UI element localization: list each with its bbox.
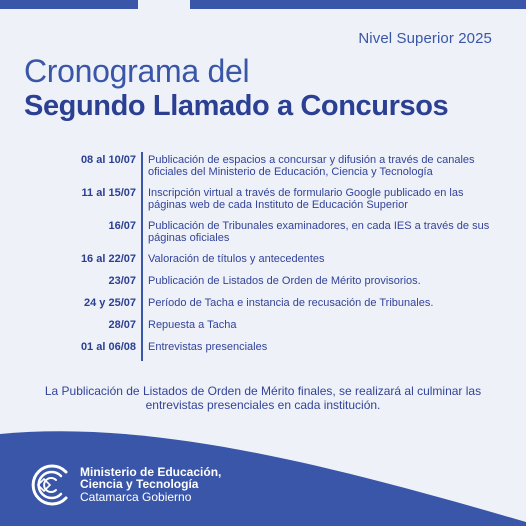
schedule-date: 28/07: [108, 319, 136, 331]
ministry-line1: Ministerio de Educación,: [80, 465, 222, 479]
schedule-date: 23/07: [108, 275, 136, 287]
schedule-description: Valoración de títulos y antecedentes: [141, 251, 496, 273]
schedule-description: Publicación de Tribunales examinadores, en cada IES a través de sus páginas oficiales: [141, 218, 496, 251]
schedule-date: 08 al 10/07: [80, 154, 136, 166]
page-title-line2: Segundo Llamado a Concursos: [24, 90, 449, 122]
schedule-list: [56, 152, 496, 361]
schedule-date: 24 y 25/07: [84, 297, 136, 309]
government-name: Catamarca Gobierno: [80, 490, 192, 504]
schedule-date: 16/07: [108, 220, 136, 232]
schedule-row: [56, 185, 496, 218]
top-accent-bar-left: [0, 0, 138, 9]
schedule-row: [56, 218, 496, 251]
schedule-row: [56, 152, 496, 185]
top-accent-bar-right: [190, 0, 526, 9]
schedule-description: Período de Tacha e instancia de recusación de Tribunales.: [141, 295, 496, 317]
ministry-line2: Ciencia y Tecnología: [80, 477, 199, 491]
schedule-description: Publicación de espacios a concursar y difusión a través de canales oficiales del Ministerio de Educación, Ciencia y Tecnología: [141, 152, 496, 185]
schedule-row: [56, 317, 496, 339]
schedule-row: [56, 295, 496, 317]
ministry-name: [80, 466, 221, 503]
catamarca-gobierno-logo-icon: [28, 462, 74, 508]
schedule-date: 16 al 22/07: [80, 253, 136, 265]
schedule-date: 01 al 06/08: [80, 341, 136, 353]
schedule-description: Repuesta a Tacha: [141, 317, 496, 339]
schedule-date: 11 al 15/07: [81, 187, 136, 199]
closing-note: La Publicación de Listados de Orden de Mérito finales, se realizará al culminar las entrevistas presenciales en cada institución.: [44, 384, 482, 412]
schedule-description: Entrevistas presenciales: [141, 339, 496, 361]
level-label: Nivel Superior 2025: [358, 30, 492, 47]
schedule-description: Inscripción virtual a través de formulario Google publicado en las páginas web de cada Instituto de Educación Superior: [141, 185, 496, 218]
schedule-row: [56, 251, 496, 273]
page-title-line1: Cronograma del: [24, 53, 250, 89]
bottom-wave-background: [0, 426, 526, 526]
schedule-row: [56, 339, 496, 361]
schedule-row: [56, 273, 496, 295]
schedule-description: Publicación de Listados de Orden de Mérito provisorios.: [141, 273, 496, 295]
